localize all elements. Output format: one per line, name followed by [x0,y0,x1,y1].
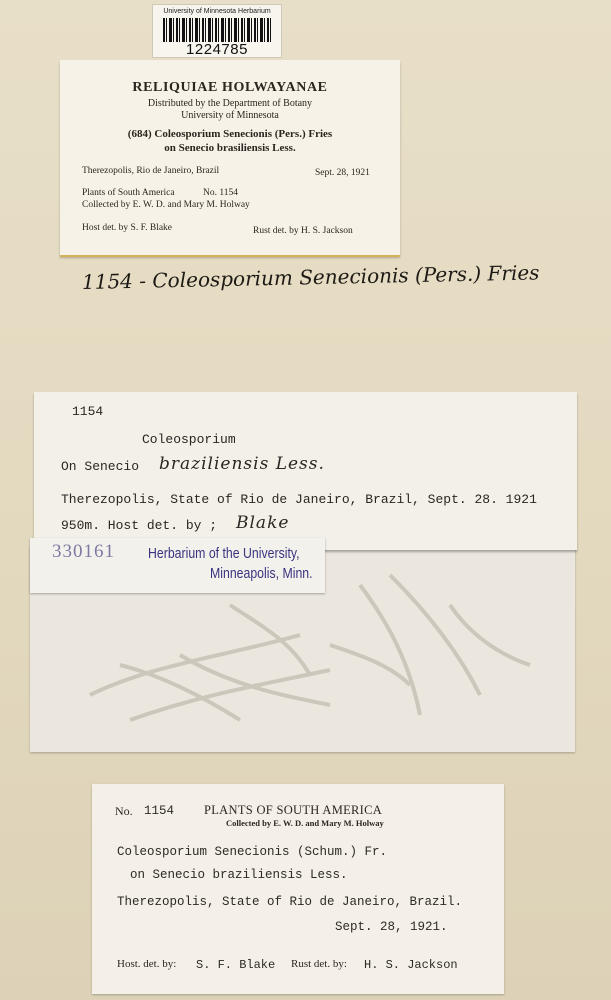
packet-host-det-handwritten: Blake [236,513,290,533]
reliquiae-label [60,60,400,255]
label-title: RELIQUIAE HOLWAYANAE [132,80,328,95]
taxon-line-2: on Senecio brasiliensis Less. [164,142,296,154]
locality-line: Therezopolis, Rio de Janeiro, Brazil [82,166,220,176]
packet-flap-label [34,392,577,550]
bottom-date: Sept. 28, 1921. [335,920,448,934]
rust-det-line: Rust det. by H. S. Jackson [253,226,353,236]
distributed-line: Distributed by the Department of Botany [147,98,313,109]
date-line: Sept. 28, 1921 [315,168,370,178]
packet-genus: Coleosporium [142,432,236,447]
stamp-line-2: Minneapolis, Minn. [210,565,313,582]
bottom-collected: Collected by E. W. D. and Mary M. Holway [226,818,384,828]
packet-elevation-host: 950m. Host det. by ; [61,518,218,533]
taxon-line-1: (684) Coleosporium Senecionis (Pers.) Fries [127,128,333,140]
barcode-icon [163,18,271,42]
packet-host-handwritten: braziliensis Less. [159,454,325,474]
bottom-no-label: No. [115,804,133,818]
bottom-no-value: 1154 [144,804,175,818]
collected-line: Collected by E. W. D. and Mary M. Holway [82,200,250,210]
barcode-number: 1224785 [186,41,248,58]
packet-number: 1154 [72,404,104,419]
bottom-taxon-1: Coleosporium Senecionis (Schum.) Fr. [117,845,388,859]
bottom-host-label: Host. det. by: [117,958,177,970]
stamp-line-1: Herbarium of the University, [148,545,300,562]
bottom-locality: Therezopolis, State of Rio de Janeiro, Brazil. [117,895,463,909]
handwritten-annotation: 1154 - Coleosporium Senecionis (Pers.) Fries [81,260,540,294]
bottom-rust-label: Rust det. by: [291,958,347,970]
accession-number: 330161 [52,541,115,562]
plants-number: No. 1154 [203,188,239,198]
plants-of-south-america-label [92,784,504,994]
plants-line: Plants of South America [82,188,175,198]
barcode-label [152,4,282,58]
bottom-rust-value: H. S. Jackson [364,958,458,972]
barcode-header: University of Minnesota Herbarium [163,8,271,15]
bottom-title: PLANTS OF SOUTH AMERICA [204,803,383,817]
bottom-taxon-2: on Senecio braziliensis Less. [130,868,348,882]
bottom-host-value: S. F. Blake [196,958,276,972]
university-line: University of Minnesota [181,110,279,121]
herbarium-stamp [30,538,325,593]
host-det-line: Host det. by S. F. Blake [82,223,173,233]
packet-on-label: On Senecio [61,459,140,474]
packet-locality: Therezopolis, State of Rio de Janeiro, Brazil, Sept. 28. 1921 [61,492,537,507]
